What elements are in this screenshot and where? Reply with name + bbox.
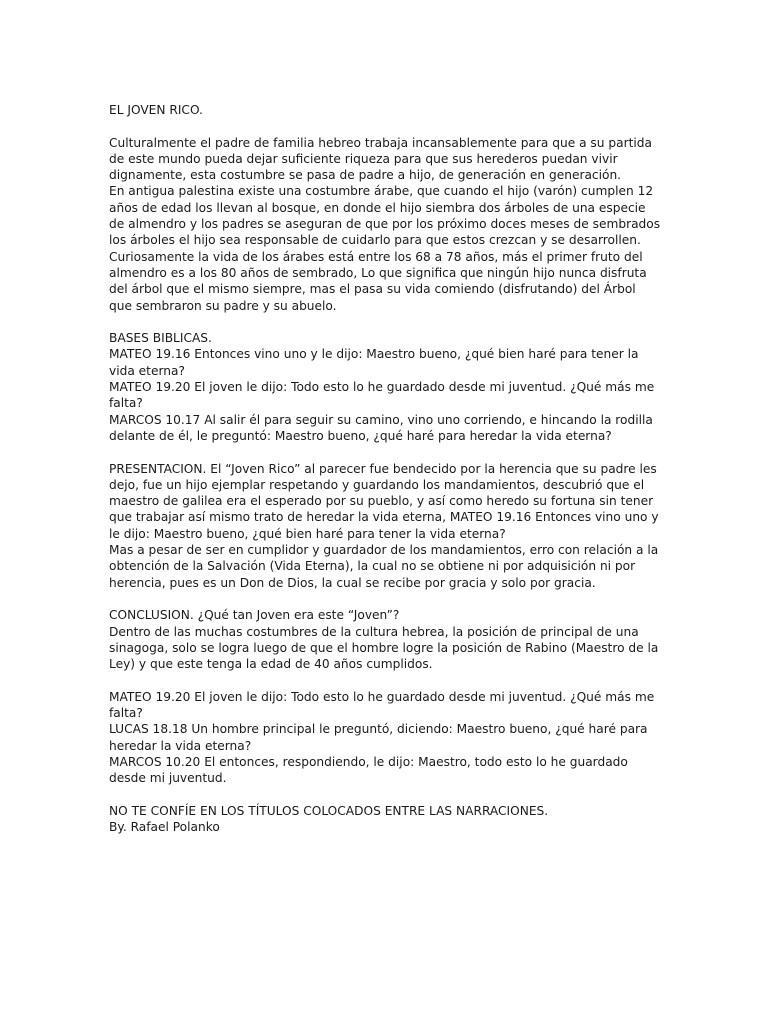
verse-paragraph: LUCAS 18.18 Un hombre principal le preguntó, diciendo: Maestro bueno, ¿qué haré para heredar la vida eterna? [109, 722, 652, 753]
intro-paragraph: En antigua palestina existe una costumbre árabe, que cuando el hijo (varón) cumplen 12 años de edad los llevan al bosque, en donde el hijo siembra dos árboles de una especie de almendro y los padres se aseguran de que por los próximo doces meses de sembrados los árboles el hijo sea responsable de cuidarlo para que estos crezcan y se desarrollen. Curiosamente la vida de los árabes está entre los 68 a 78 años, más el primer fruto del almendro es a los 80 años de sembrado, Lo que significa que ningún hijo nunca disfruta del árbol que el mismo siempre, mas el pasa su vida comiendo (disfrutando) del Árbol que sembraron su padre y su abuelo. [109, 184, 664, 313]
paragraph-spacer [109, 314, 661, 330]
bases-verse: MATEO 19.20 El joven le dijo: Todo esto lo he guardado desde mi juventud. ¿Qué más me falta? [109, 380, 659, 411]
author-signature: By. Rafael Polanko [109, 820, 220, 835]
bases-heading: BASES BIBLICAS. [109, 331, 212, 346]
document-body [109, 102, 664, 835]
conclusion-heading: CONCLUSION. ¿Qué tan Joven era este “Joven”? [109, 608, 400, 623]
paragraph-spacer [109, 672, 661, 688]
closing-note: NO TE CONFÍE EN LOS TÍTULOS COLOCADOS ENTRE LAS NARRACIONES. [109, 803, 549, 818]
bases-verse: MATEO 19.16 Entonces vino uno y le dijo: Maestro bueno, ¿qué bien haré para tener la vida eterna? [109, 347, 643, 378]
paragraph-spacer [109, 786, 661, 802]
document-title: EL JOVEN RICO. [109, 103, 203, 117]
paragraph-spacer [109, 118, 661, 134]
verse-paragraph: MATEO 19.20 El joven le dijo: Todo esto lo he guardado desde mi juventud. ¿Qué más me falta? [109, 689, 659, 720]
presentacion-paragraph: Mas a pesar de ser en cumplidor y guardador de los mandamientos, erro con relación a la obtención de la Salvación (Vida Eterna), la cual no se obtiene ni por adquisición ni por herencia, pues es un Don de Dios, la cual se recibe por gracia y solo por gracia. [109, 543, 663, 590]
conclusion-paragraph: Dentro de las muchas costumbres de la cultura hebrea, la posición de principal de una sinagoga, solo se logra luego de que el hombre logre la posición de Rabino (Maestro de la Ley) y que este tenga la edad de 40 años cumplidos. [109, 624, 663, 672]
intro-paragraph: Culturalmente el padre de familia hebreo trabaja incansablemente para que a su partida de este mundo pueda dejar suficiente riqueza para que sus herederos puedan vivir dignamente, esta costumbre se pasa de padre a hijo, de generación en generación. [109, 135, 656, 183]
paragraph-spacer [109, 444, 661, 460]
presentacion-paragraph: PRESENTACION. El “Joven Rico” al parecer fue bendecido por la herencia que su padre les dejo, fue un hijo ejemplar respetando y guardando los mandamientos, descubrió que el maestro de galilea era el esperado por su pueblo, y así como heredo su fortuna sin tener que trabajar así mismo trato de heredar la vida eterna, MATEO 19.16 Entonces vino uno y le dijo: Maestro bueno, ¿qué bien haré para tener la vida eterna? [109, 461, 663, 541]
paragraph-spacer [109, 591, 661, 607]
bases-verse: MARCOS 10.17 Al salir él para seguir su camino, vino uno corriendo, e hincando la rodilla delante de él, le preguntó: Maestro bueno, ¿qué haré para heredar la vida eterna? [109, 412, 657, 443]
verse-paragraph: MARCOS 10.20 El entonces, respondiendo, le dijo: Maestro, todo esto lo he guardado desde mi juventud. [109, 754, 632, 786]
